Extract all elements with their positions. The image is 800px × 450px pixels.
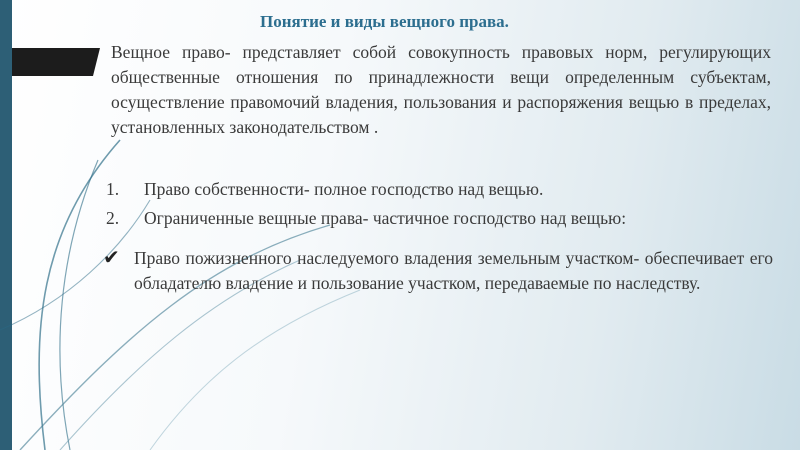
title-bar-shape <box>12 48 100 76</box>
definition-paragraph: Вещное право- представляет собой совокупность правовых норм, регулирующих общественные отношения по принадлежности вещи определенным субъектам, осуществление правомочий владения, пользования и распоряжения вещью в пределах, установленных законодательством . <box>111 42 771 137</box>
checkmark-icon: ✔ <box>103 247 120 269</box>
decor-curve <box>60 160 98 450</box>
rights-list <box>103 177 773 235</box>
list-number: 1. <box>106 179 120 199</box>
checked-item-text: Право пожизненного наследуемого владения земельным участком- обеспечивает его обладателю владение и пользование участком, передаваемые по наследству. <box>134 248 773 293</box>
decor-curve <box>150 290 360 450</box>
list-number: 2. <box>106 208 120 228</box>
slide-title: Понятие и виды вещного права. <box>260 12 509 31</box>
list-item <box>103 206 773 235</box>
list-item-text: Право собственности- полное господство над вещью. <box>144 179 544 199</box>
list-item-text: Ограниченные вещные права- частичное господство над вещью: <box>144 208 627 228</box>
list-item <box>103 177 773 206</box>
checked-list-item <box>103 246 773 296</box>
